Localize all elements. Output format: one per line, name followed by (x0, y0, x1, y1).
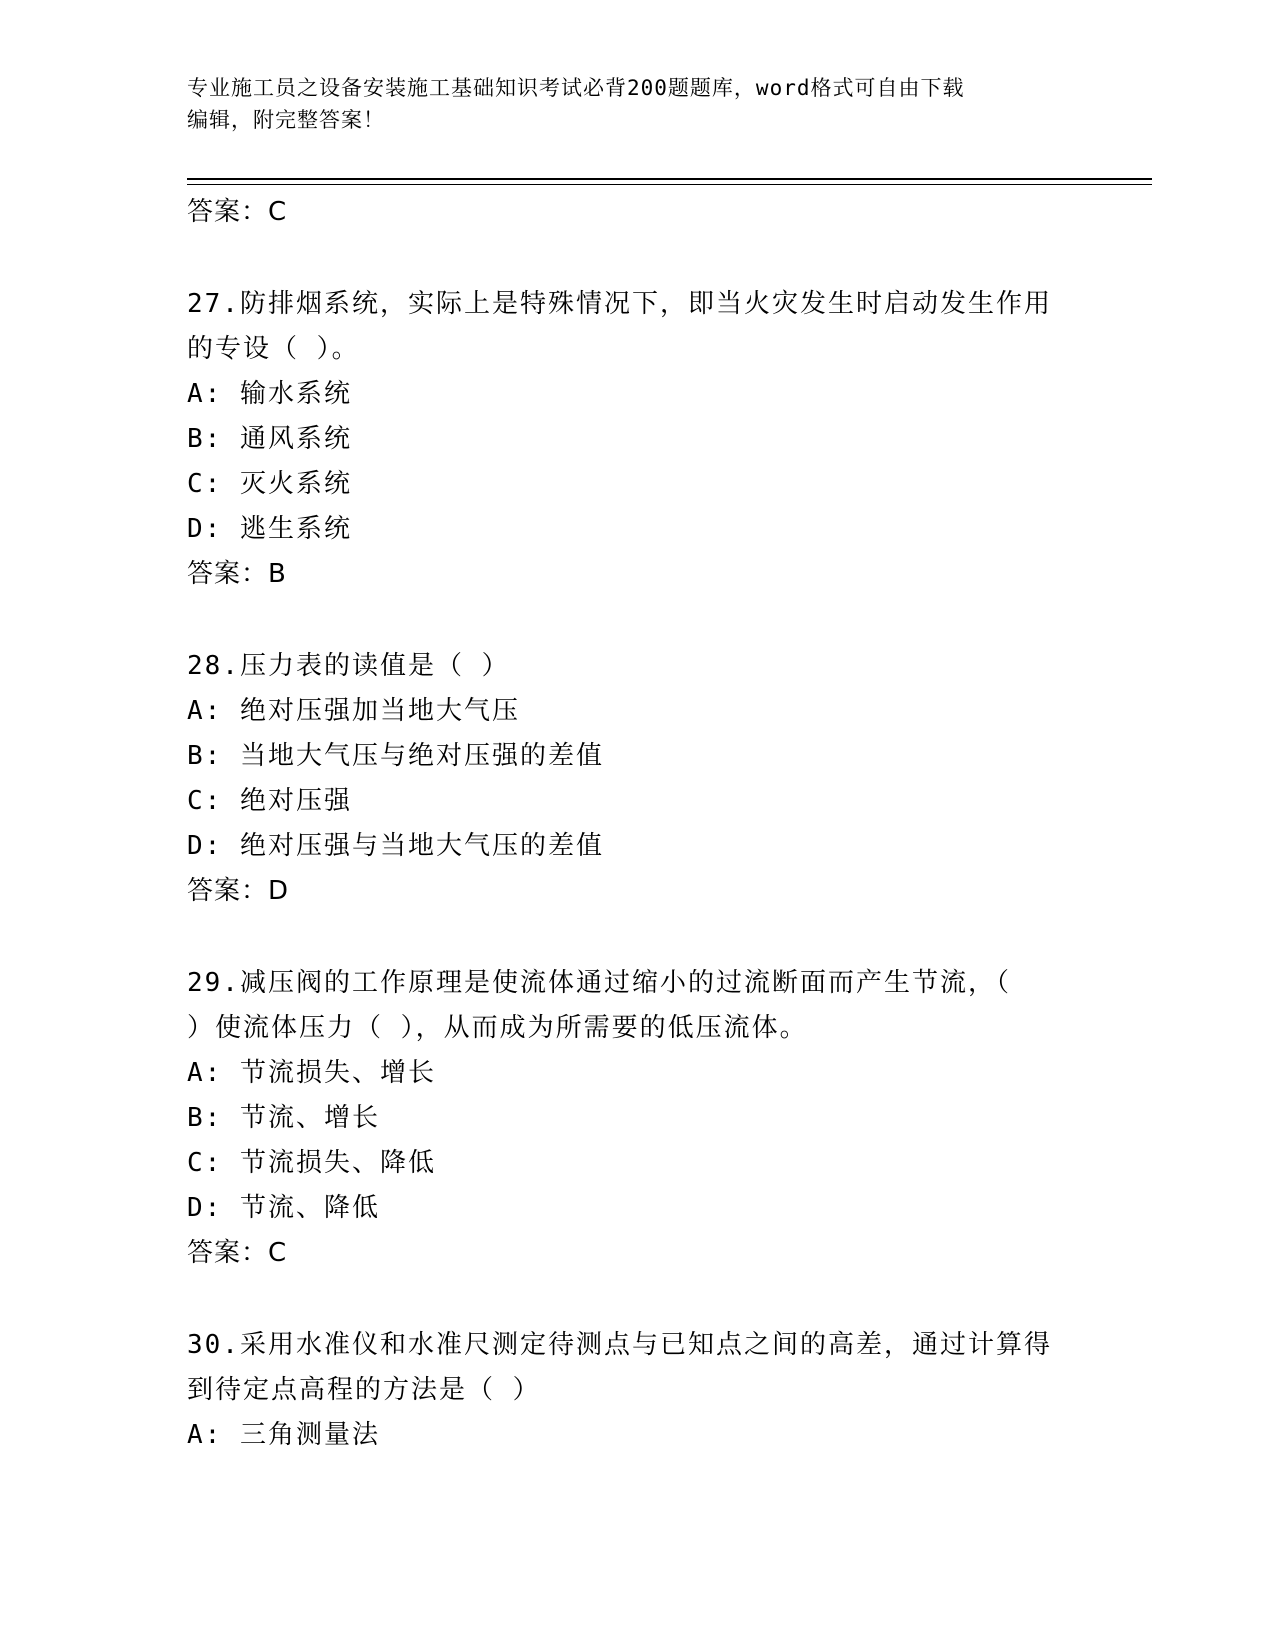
question-29 (187, 961, 1087, 1275)
question-text: 到待定点高程的方法是（ ） (187, 1375, 541, 1405)
header-line-1: 专业施工员之设备安装施工基础知识考试必背200题题库，word格式可自由下载 (187, 76, 965, 100)
document-header (187, 72, 1067, 136)
option-b: B: 通风系统 (187, 424, 352, 454)
header-line-2: 编辑，附完整答案！ (187, 108, 385, 132)
option-b: B: 当地大气压与绝对压强的差值 (187, 741, 604, 771)
answer-line: 答案：C (187, 197, 288, 227)
block-gap (187, 913, 1087, 961)
question-27 (187, 282, 1087, 596)
question-text: 的专设（ ）。 (187, 334, 360, 364)
option-a: A: 输水系统 (187, 379, 352, 409)
header-divider-thin (187, 184, 1152, 185)
answer-line: 答案：C (187, 1238, 288, 1268)
option-b: B: 节流、增长 (187, 1103, 380, 1133)
option-c: C: 灭火系统 (187, 469, 352, 499)
block-gap (187, 234, 1087, 282)
question-list (187, 190, 1087, 1458)
question-text: 30.采用水准仪和水准尺测定待测点与已知点之间的高差，通过计算得 (187, 1330, 1052, 1360)
option-c: C: 绝对压强 (187, 786, 352, 816)
question-text: 27.防排烟系统，实际上是特殊情况下，即当火灾发生时启动发生作用 (187, 289, 1052, 319)
question-30 (187, 1323, 1087, 1458)
question-text: 28.压力表的读值是（ ） (187, 651, 510, 681)
header-divider-thick (187, 178, 1152, 180)
option-d: D: 逃生系统 (187, 514, 352, 544)
option-c: C: 节流损失、降低 (187, 1148, 436, 1178)
answer-line: 答案：B (187, 559, 287, 589)
question-28 (187, 644, 1087, 913)
option-a: A: 节流损失、增长 (187, 1058, 436, 1088)
option-a: A: 绝对压强加当地大气压 (187, 696, 520, 726)
option-a: A: 三角测量法 (187, 1420, 380, 1450)
option-d: D: 节流、降低 (187, 1193, 380, 1223)
block-gap (187, 596, 1087, 644)
answer-block (187, 190, 1087, 234)
question-text: ）使流体压力（ ），从而成为所需要的低压流体。 (187, 1013, 808, 1043)
question-text: 29.减压阀的工作原理是使流体通过缩小的过流断面而产生节流，（ (187, 968, 1011, 998)
answer-line: 答案：D (187, 876, 290, 906)
block-gap (187, 1275, 1087, 1323)
option-d: D: 绝对压强与当地大气压的差值 (187, 831, 604, 861)
